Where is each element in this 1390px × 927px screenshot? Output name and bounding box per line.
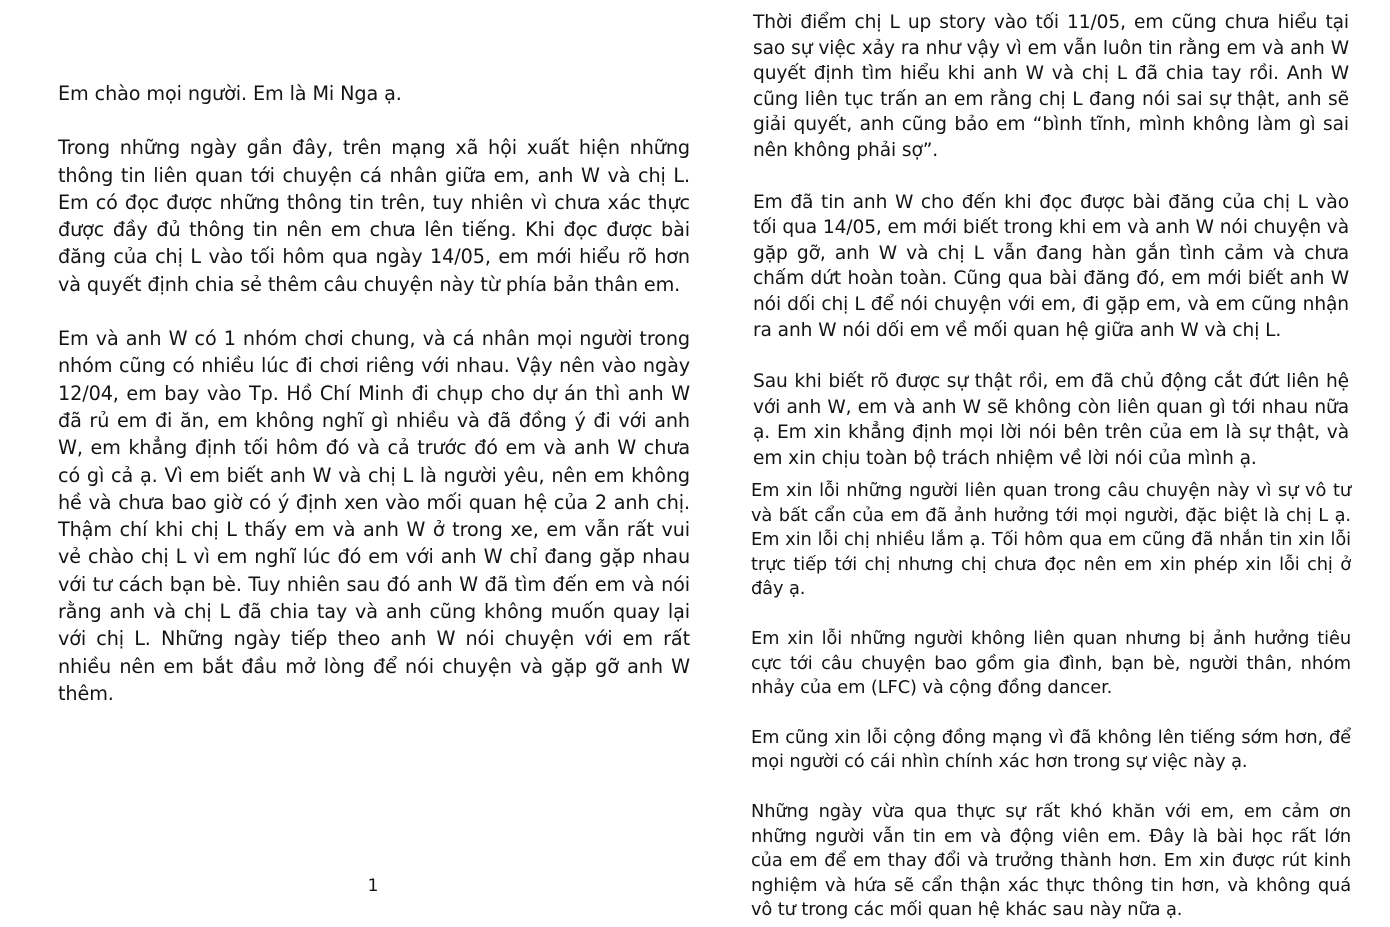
page-number: 1 [367, 876, 379, 896]
left-page-text [58, 80, 690, 734]
story-continued-paragraph: Thời điểm chị L up story vào tối 11/05, em cũng chưa hiểu tại sao sự việc xảy ra như vậy vì em vẫn luôn tin rằng em và anh W quyết định tìm hiểu khi anh W và chị L đã chia tay rồi. Anh W cũng liên tục trấn an em rằng chị L đang nói sai sự thật, anh sẽ giải quyết, anh cũng bảo em “bình tĩnh, mình không làm gì sai nên không phải sợ”. [753, 12, 1349, 161]
realization-paragraph: Em đã tin anh W cho đến khi đọc được bài đăng của chị L vào tối qua 14/05, em mới biết trong khi em và anh W nói chuyện và gặp gỡ, anh W và chị L vẫn đang hàn gắn tình cảm và chưa chấm dứt hoàn toàn. Cũng qua bài đăng đó, em mới biết anh W nói dối chị L để nói chuyện với em, đi gặp em, và em cũng nhận ra anh W nói dối em về mối quan hệ giữa anh W và chị L. [753, 191, 1350, 341]
apology-affected-paragraph: Em xin lỗi những người không liên quan nhưng bị ảnh hưởng tiêu cực tới câu chuyện bao gồm gia đình, bạn bè, người thân, nhóm nhảy của em (LFC) và cộng đồng dancer. [751, 627, 1351, 699]
right-page-upper-text [753, 10, 1349, 498]
closing-paragraph: Những ngày vừa qua thực sự rất khó khăn với em, em cảm ơn những người vẫn tin em và động viên em. Đây là bài học rất lớn của em để em thay đổi và trưởng thành hơn. Em xin được rút kinh nghiệm và hứa sẽ cẩn thận xác thực thông tin hơn, và không quá vô tư trong các mối quan hệ khác sau này nữa ạ. [751, 800, 1351, 921]
apology-community-paragraph: Em cũng xin lỗi cộng đồng mạng vì đã không lên tiếng sớm hơn, để mọi người có cái nhìn chính xác hơn trong sự việc này ạ. [751, 726, 1351, 773]
story-paragraph: Em và anh W có 1 nhóm chơi chung, và cá nhân mọi người trong nhóm cũng có nhiều lúc đi chơi riêng với nhau. Vậy nên vào ngày 12/04, em bay vào Tp. Hồ Chí Minh đi chụp cho dự án thì anh W đã rủ em đi ăn, em không nghĩ gì nhiều và đã đồng ý đi với anh W, em khẳng định tối hôm đó và cả trước đó em và anh W chưa có gì cả ạ. Vì em biết anh W và chị L là người yêu, nên em không hề và chưa bao giờ có ý định xen vào mối quan hệ của 2 anh chị. Thậm chí khi chị L thấy em và anh W ở trong xe, em vẫn rất vui vẻ chào chị L vì em nghĩ lúc đó em với anh W chỉ đang gặp nhau với tư cách bạn bè. Tuy nhiên sau đó anh W đã tìm đến em và nói rằng anh và chị L đã chia tay và anh cũng không muốn quay lại với chị L. Những ngày tiếp theo anh W nói chuyện với em rất nhiều nên em bắt đầu mở lòng để nói chuyện và gặp gỡ anh W thêm. [58, 327, 690, 705]
ending-contact-paragraph: Sau khi biết rõ được sự thật rồi, em đã chủ động cắt đứt liên hệ với anh W, em và anh W sẽ không còn liên quan gì tới nhau nữa ạ. Em xin khẳng định mọi lời nói bên trên của em là sự thật, và em xin chịu toàn bộ trách nhiệm về lời nói của mình ạ. [753, 371, 1349, 469]
context-paragraph: Trong những ngày gần đây, trên mạng xã hội xuất hiện những thông tin liên quan tới chuyện cá nhân giữa em, anh W và chị L. Em có đọc được những thông tin trên, tuy nhiên vì chưa xác thực được đầy đủ thông tin nên em chưa lên tiếng. Khi đọc được bài đăng của chị L vào tối hôm qua ngày 14/05, em mới hiểu rõ hơn và quyết định chia sẻ thêm câu chuyện này từ phía bản thân em. [58, 136, 690, 296]
right-page-lower-text [751, 479, 1351, 927]
greeting-paragraph: Em chào mọi người. Em là Mi Nga ạ. [58, 82, 402, 105]
apology-paragraph: Em xin lỗi những người liên quan trong câu chuyện này vì sự vô tư và bất cẩn của em đã ảnh hưởng tới mọi người, đặc biệt là chị L ạ. Em xin lỗi chị nhiều lắm ạ. Tối hôm qua em cũng đã nhắn tin xin lỗi trực tiếp tới chị nhưng chị chưa đọc nên em xin phép xin lỗi chị ở đây ạ. [751, 480, 1351, 600]
